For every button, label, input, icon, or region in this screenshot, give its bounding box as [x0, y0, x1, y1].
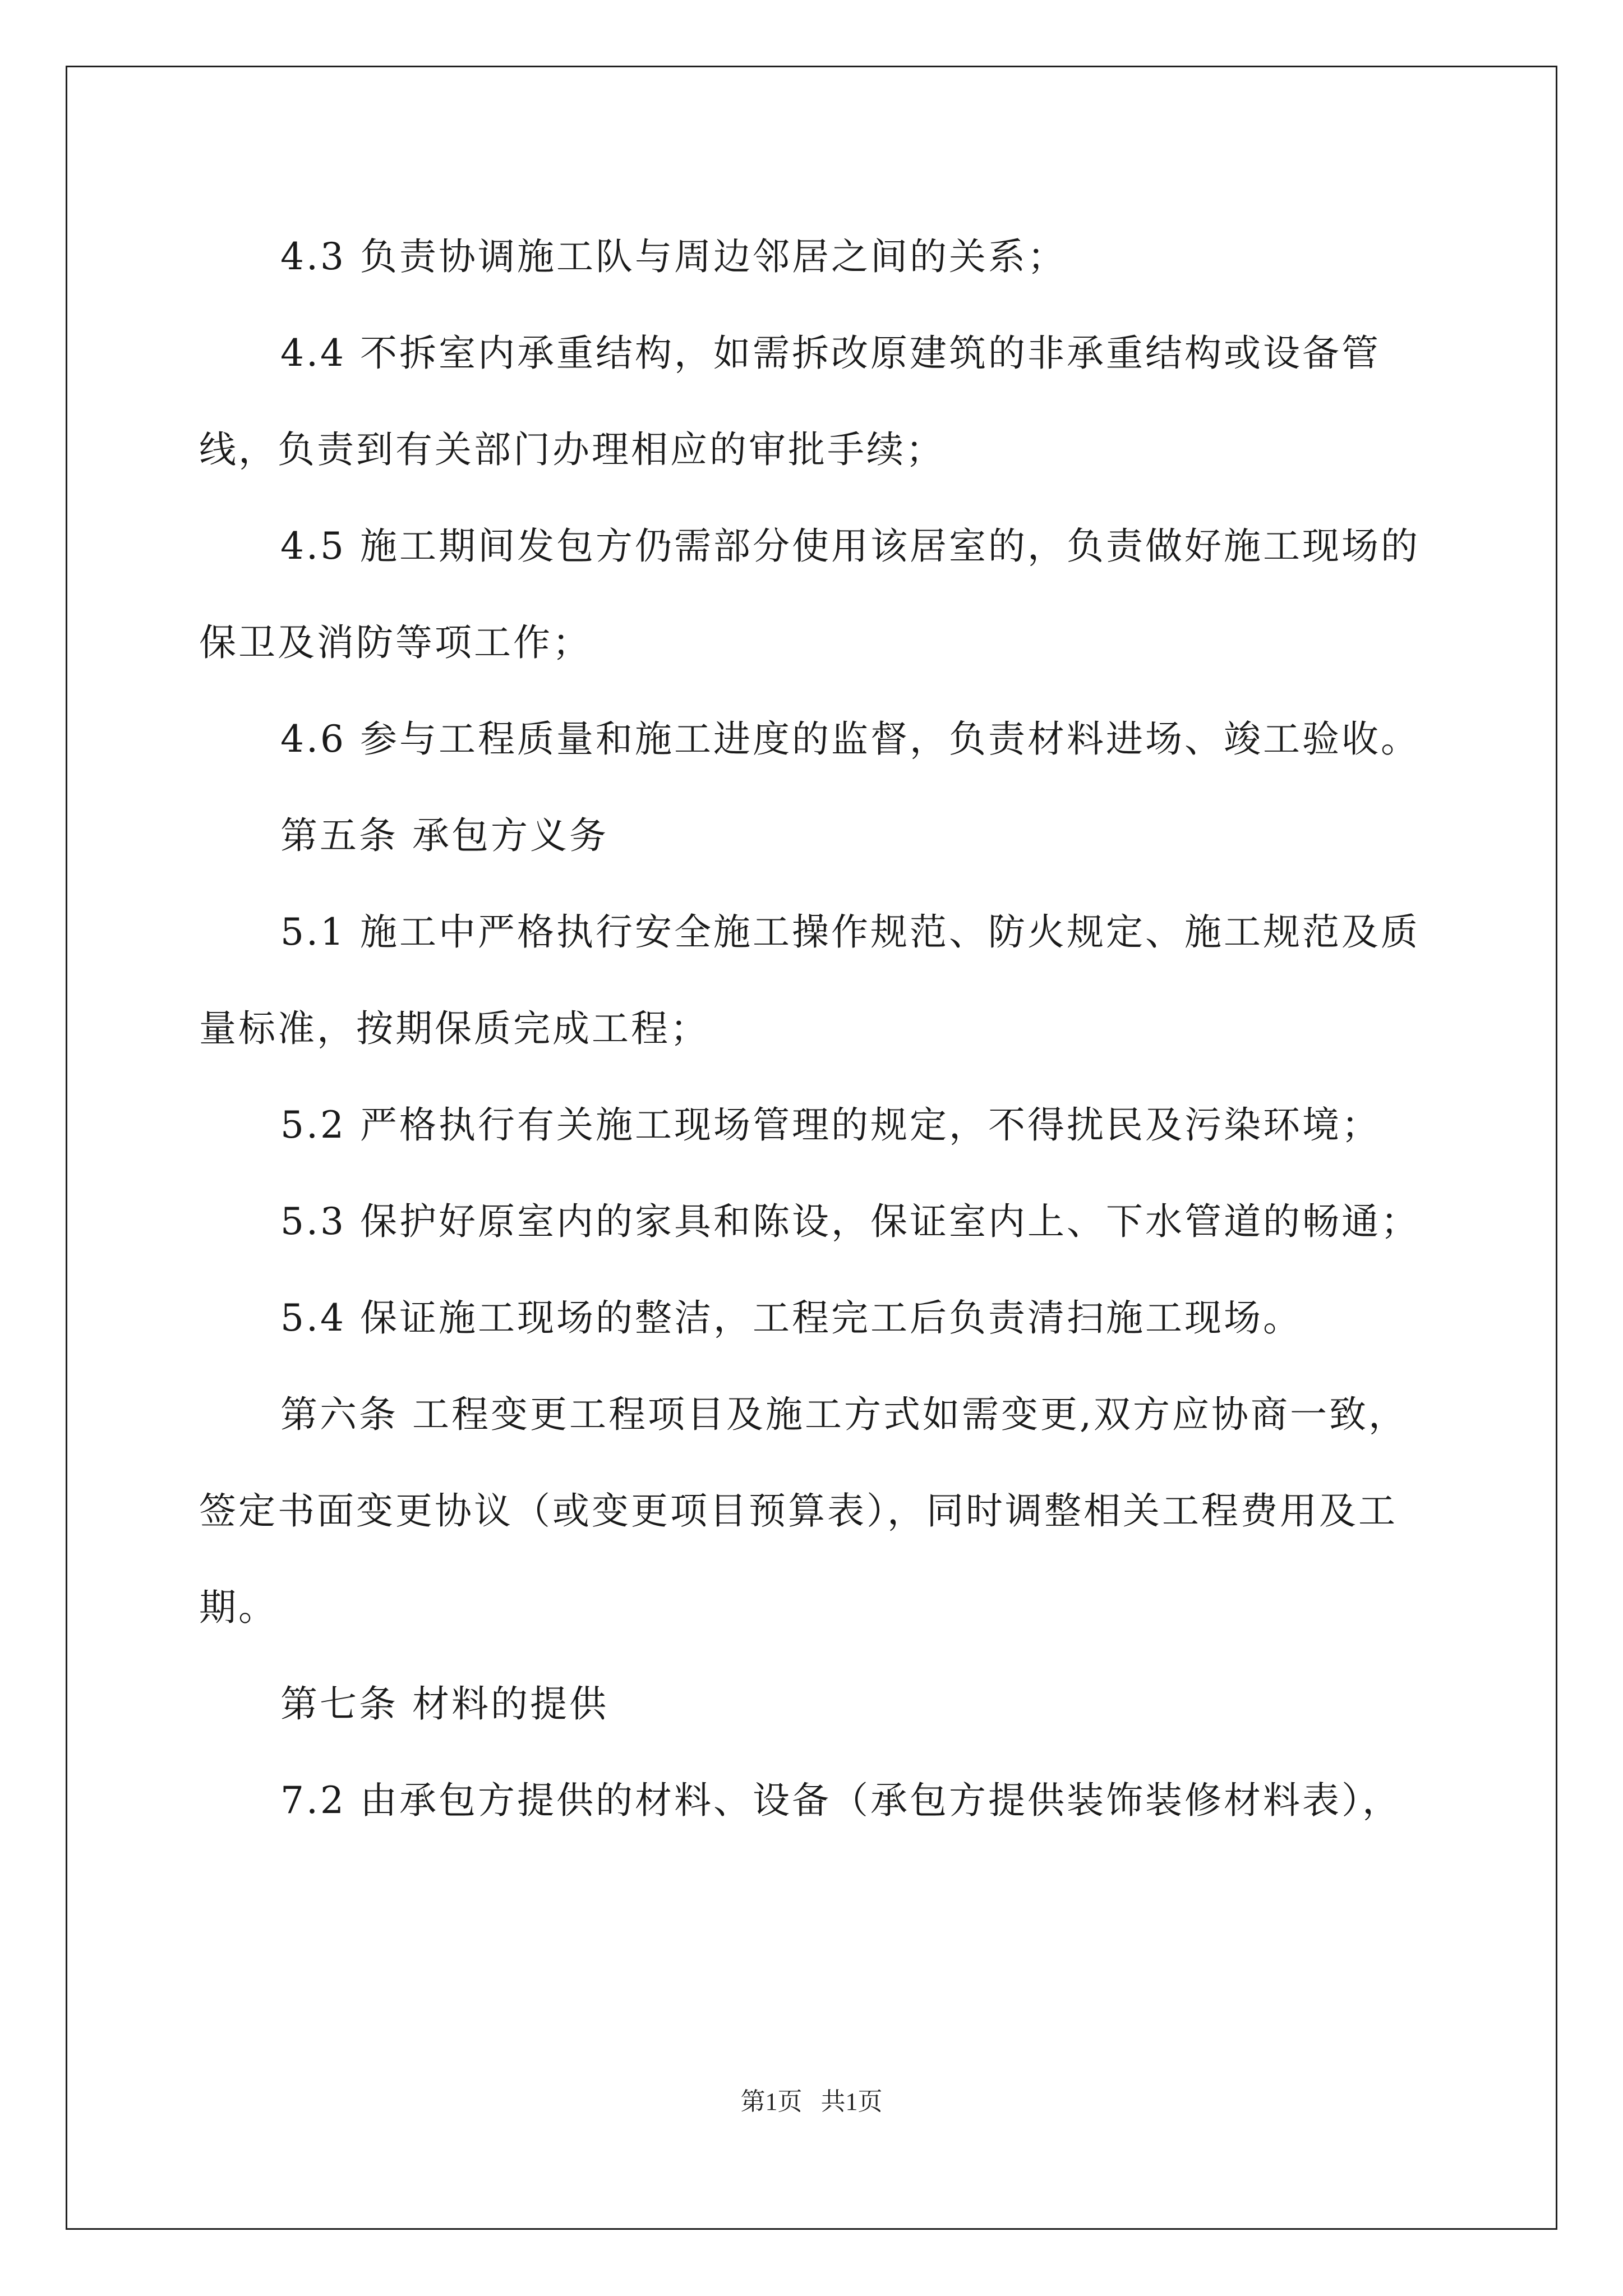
paragraph-5-3: 5.3 保护好原室内的家具和陈设，保证室内上、下水管道的畅通； — [280, 1200, 1420, 1243]
paragraph-4-4: 4.4 不拆室内承重结构，如需拆改原建筑的非承重结构或设备管线，负责到有关部门办理相应的审批手续； — [199, 332, 1381, 471]
paragraph-5-4: 5.4 保证施工现场的整洁，工程完工后负责清扫施工现场。 — [280, 1296, 1302, 1340]
paragraph-4-6: 4.6 参与工程质量和施工进度的监督，负责材料进场、竣工验收。 — [280, 717, 1420, 761]
heading-article-7: 第七条 材料的提供 — [280, 1682, 608, 1726]
paragraph-5-2: 5.2 严格执行有关施工现场管理的规定，不得扰民及污染环境； — [280, 1103, 1381, 1147]
paragraph-7-2: 7.2 由承包方提供的材料、设备（承包方提供装饰装修材料表）， — [280, 1779, 1401, 1822]
paragraph-4-3: 4.3 负责协调施工队与周边邻居之间的关系； — [280, 235, 1067, 278]
paragraph-4-5: 4.5 施工期间发包方仍需部分使用该居室的，负责做好施工现场的保卫及消防等项工作； — [199, 524, 1420, 664]
heading-article-5: 第五条 承包方义务 — [280, 814, 608, 857]
paragraph-article-6: 第六条 工程变更工程项目及施工方式如需变更,双方应协商一致，签定书面变更协议（或变更项目预算表），同时调整相关工程费用及工期。 — [199, 1393, 1408, 1629]
document-body — [199, 209, 1430, 1849]
page-footer: 第1页 共1页 — [740, 2088, 883, 2115]
paragraph-5-1: 5.1 施工中严格执行安全施工操作规范、防火规定、施工规范及质量标准，按期保质完成工程； — [199, 910, 1420, 1050]
